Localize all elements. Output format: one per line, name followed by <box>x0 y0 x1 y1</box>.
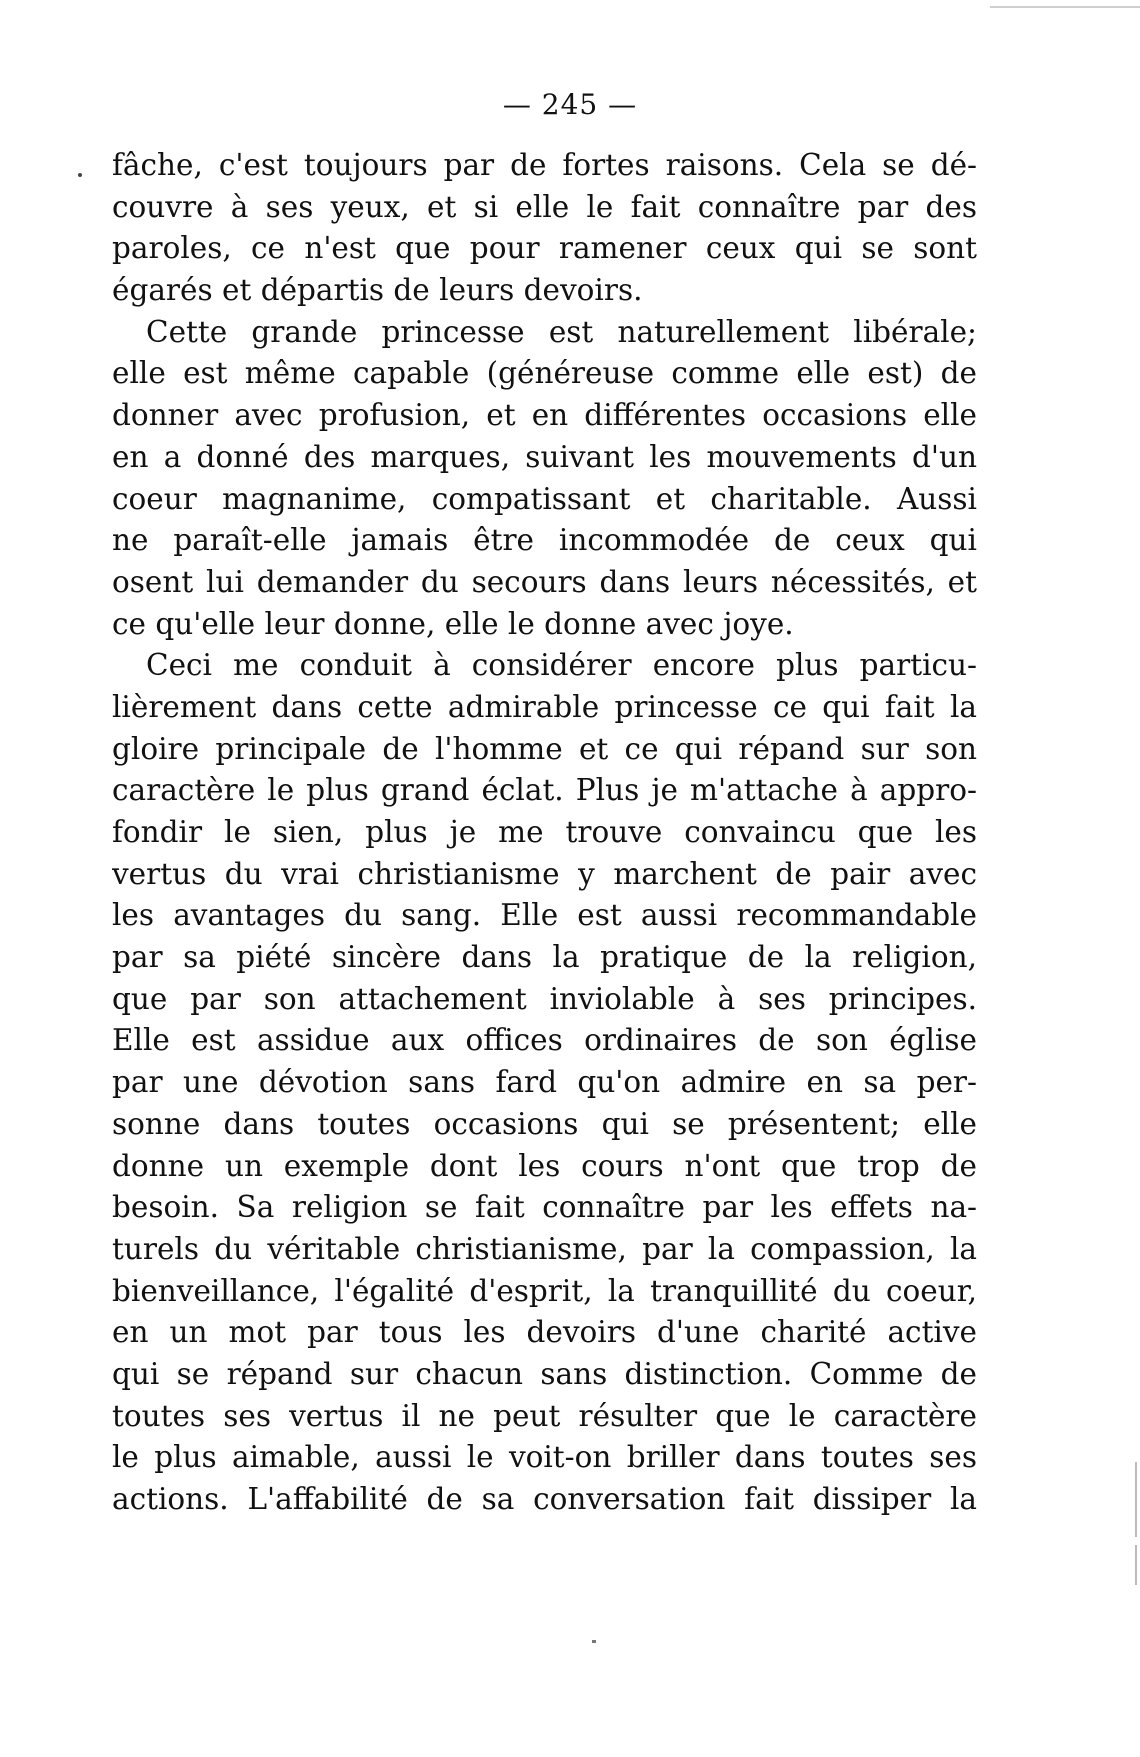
text-line: coeur magnanime, compatissant et charitable. Aussi <box>112 481 977 516</box>
scan-edge-rule <box>990 6 1140 8</box>
text-line: qui se répand sur chacun sans distinction. Comme de <box>112 1356 977 1391</box>
text-line: Elle est assidue aux offices ordinaires de son église <box>112 1023 977 1058</box>
text-line: sonne dans toutes occasions qui se présentent; elle <box>112 1106 977 1141</box>
page-number: — 245 — <box>502 88 638 121</box>
text-line: paroles, ce n'est que pour ramener ceux qui se sont <box>112 231 977 266</box>
text-line: par sa piété sincère dans la pratique de la religion, <box>112 940 977 975</box>
text-line: fondir le sien, plus je me trouve convaincu que les <box>112 815 977 849</box>
text-line: ce qu'elle leur donne, elle le donne avec joye. <box>112 606 794 641</box>
text-line: toutes ses vertus il ne peut résulter que le caractère <box>112 1398 977 1433</box>
text-line: vertus du vrai christianisme y marchent de pair avec <box>112 856 977 891</box>
text-line: donne un exemple dont les cours n'ont que trop de <box>112 1148 977 1183</box>
text-line: bienveillance, l'égalité d'esprit, la tranquillité du coeur, <box>112 1273 977 1308</box>
text-line: le plus aimable, aussi le voit-on briller dans toutes ses <box>112 1440 977 1475</box>
text-line: Cette grande princesse est naturellement libérale; <box>146 314 977 349</box>
text-line: que par son attachement inviolable à ses principes. <box>112 981 977 1016</box>
text-line: actions. L'affabilité de sa conversation fait dissiper la <box>112 1482 977 1516</box>
text-line: par une dévotion sans fard qu'on admire en sa per- <box>112 1065 977 1100</box>
text-line: osent lui demander du secours dans leurs nécessités, et <box>112 564 977 599</box>
scan-edge-mark <box>1135 1545 1137 1585</box>
text-line: égarés et départis de leurs devoirs. <box>112 273 643 308</box>
margin-dot <box>78 173 82 177</box>
text-line: fâche, c'est toujours par de fortes raisons. Cela se dé- <box>112 148 977 182</box>
text-line: caractère le plus grand éclat. Plus je m'attache à appro- <box>112 773 977 808</box>
text-line: gloire principale de l'homme et ce qui répand sur son <box>112 731 977 766</box>
text-line: ne paraît-elle jamais être incommodée de ceux qui <box>112 523 977 558</box>
text-line: donner avec profusion, et en différentes occasions elle <box>112 398 977 433</box>
text-line: lièrement dans cette admirable princesse ce qui fait la <box>112 689 977 724</box>
text-line: couvre à ses yeux, et si elle le fait connaître par des <box>112 189 977 224</box>
text-line: turels du véritable christianisme, par la compassion, la <box>112 1231 977 1266</box>
body-text <box>112 145 977 1521</box>
text-line: les avantages du sang. Elle est aussi recommandable <box>112 898 977 933</box>
scan-speck <box>592 1640 596 1643</box>
text-line: elle est même capable (généreuse comme elle est) de <box>112 356 977 391</box>
text-line: en un mot par tous les devoirs d'une charité active <box>112 1315 977 1350</box>
text-line: en a donné des marques, suivant les mouvements d'un <box>112 439 977 474</box>
scan-edge-mark <box>1135 1462 1137 1537</box>
text-line: besoin. Sa religion se fait connaître par les effets na- <box>112 1190 977 1225</box>
text-line: Ceci me conduit à considérer encore plus particu- <box>146 648 977 683</box>
